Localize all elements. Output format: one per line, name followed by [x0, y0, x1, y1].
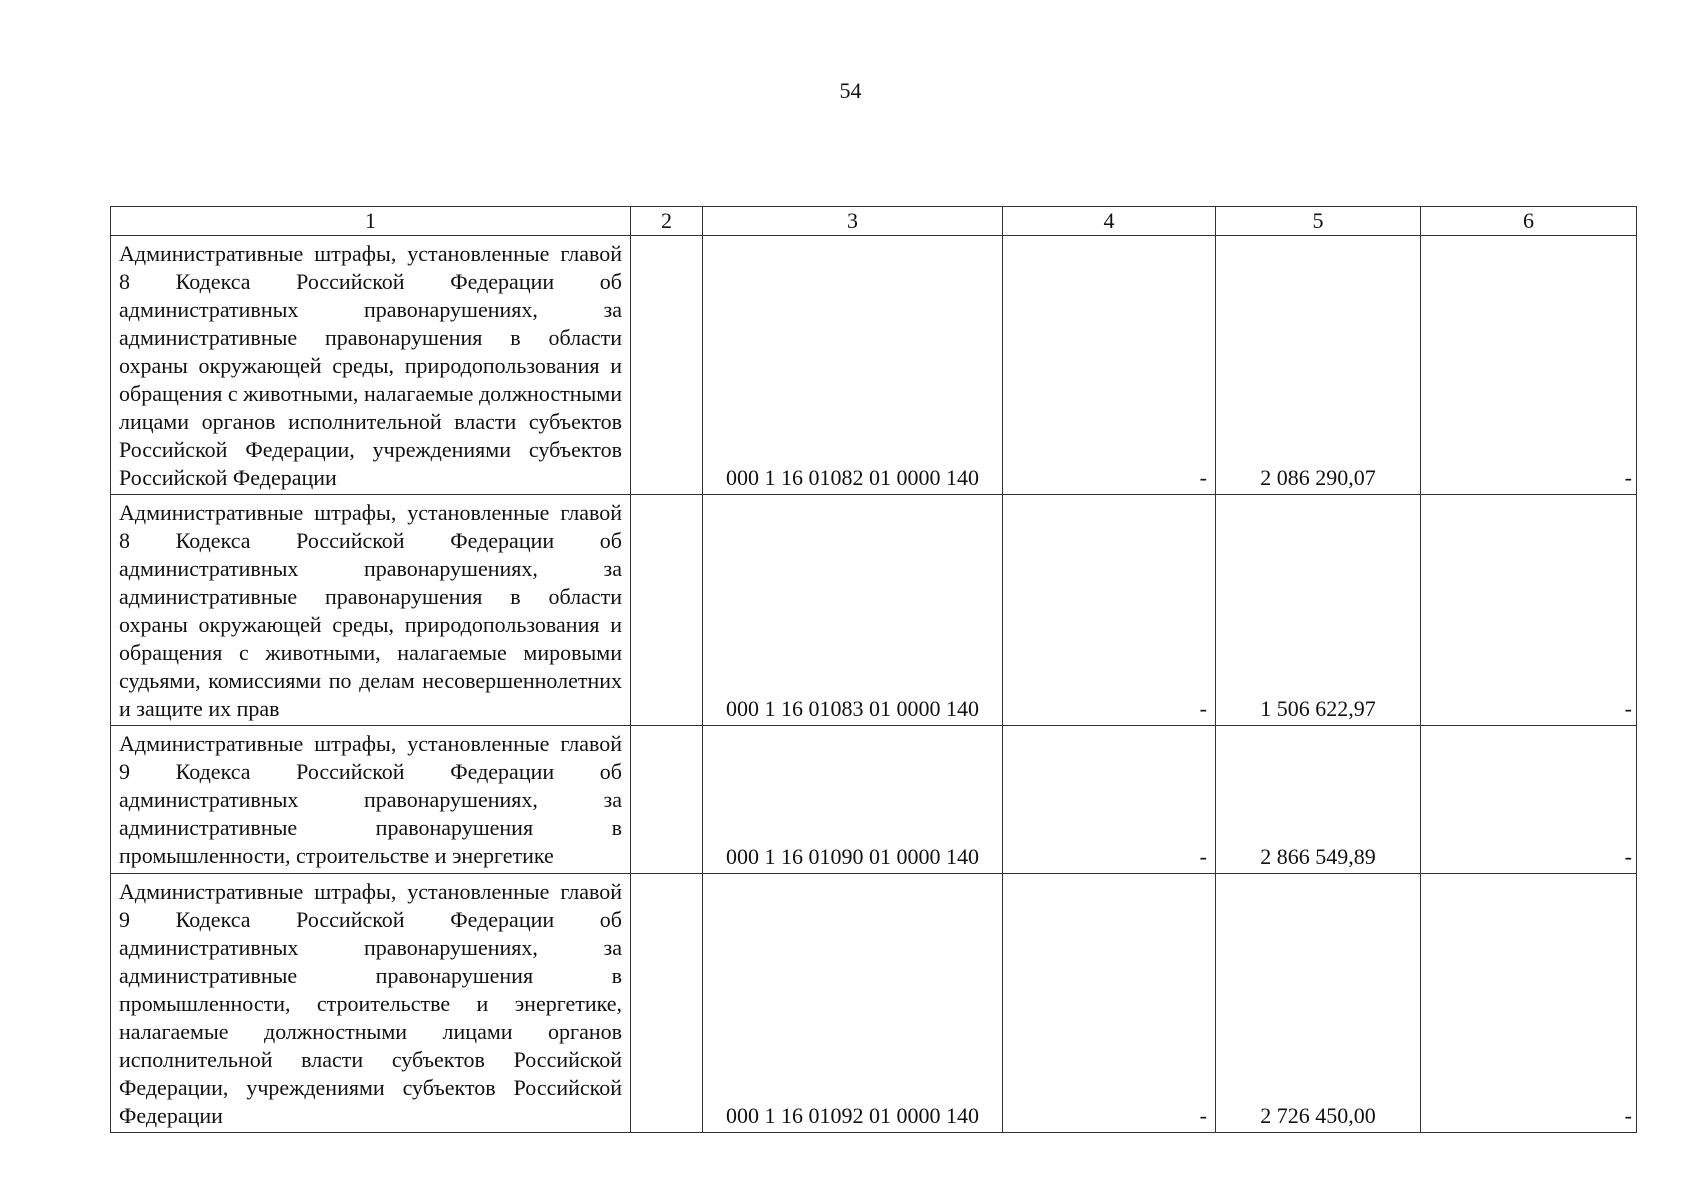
- row-code-cell: 000 1 16 01082 01 0000 140: [703, 236, 1003, 495]
- row-col6-cell: -: [1421, 495, 1637, 726]
- row-col6-cell: -: [1421, 726, 1637, 874]
- row-name-cell: Административные штрафы, установленные главой 9 Кодекса Российской Федерации об административных правонарушениях, за административные правонарушения в промышленности, строительстве и энергетике: [111, 726, 631, 874]
- table-row: [111, 495, 1637, 726]
- table-row: [111, 726, 1637, 874]
- row-name-cell: Административные штрафы, установленные главой 8 Кодекса Российской Федерации об административных правонарушениях, за административные правонарушения в области охраны окружающей среды, природопользования и обращения с животными, налагаемые мировыми судьями, комиссиями по делам несовершеннолетних и защите их прав: [111, 495, 631, 726]
- table-header-row: [111, 207, 1637, 236]
- row-code-cell: 000 1 16 01083 01 0000 140: [703, 495, 1003, 726]
- column-header-6: 6: [1421, 207, 1637, 236]
- page-number: 54: [839, 78, 862, 103]
- row-col2-cell: [631, 726, 703, 874]
- column-header-3: 3: [703, 207, 1003, 236]
- table-row: [111, 874, 1637, 1133]
- row-col6-cell: -: [1421, 236, 1637, 495]
- row-col2-cell: [631, 236, 703, 495]
- row-amount-cell: 2 726 450,00: [1216, 874, 1421, 1133]
- row-col6-cell: -: [1421, 874, 1637, 1133]
- row-col2-cell: [631, 495, 703, 726]
- row-col4-cell: -: [1003, 726, 1216, 874]
- row-col4-cell: -: [1003, 495, 1216, 726]
- row-col4-cell: -: [1003, 874, 1216, 1133]
- row-code-cell: 000 1 16 01092 01 0000 140: [703, 874, 1003, 1133]
- revenue-table: [110, 206, 1637, 1133]
- column-header-5: 5: [1216, 207, 1421, 236]
- row-name-cell: Административные штрафы, установленные главой 8 Кодекса Российской Федерации об административных правонарушениях, за административные правонарушения в области охраны окружающей среды, природопользования и обращения с животными, налагаемые должностными лицами органов исполнительной власти субъектов Российской Федерации, учреждениями субъектов Российской Федерации: [111, 236, 631, 495]
- row-col2-cell: [631, 874, 703, 1133]
- row-amount-cell: 1 506 622,97: [1216, 495, 1421, 726]
- column-header-2: 2: [631, 207, 703, 236]
- column-header-4: 4: [1003, 207, 1216, 236]
- row-amount-cell: 2 866 549,89: [1216, 726, 1421, 874]
- row-code-cell: 000 1 16 01090 01 0000 140: [703, 726, 1003, 874]
- row-col4-cell: -: [1003, 236, 1216, 495]
- row-name-cell: Административные штрафы, установленные главой 9 Кодекса Российской Федерации об административных правонарушениях, за административные правонарушения в промышленности, строительстве и энергетике, налагаемые должностными лицами органов исполнительной власти субъектов Российской Федерации, учреждениями субъектов Российской Федерации: [111, 874, 631, 1133]
- table-row: [111, 236, 1637, 495]
- column-header-1: 1: [111, 207, 631, 236]
- row-amount-cell: 2 086 290,07: [1216, 236, 1421, 495]
